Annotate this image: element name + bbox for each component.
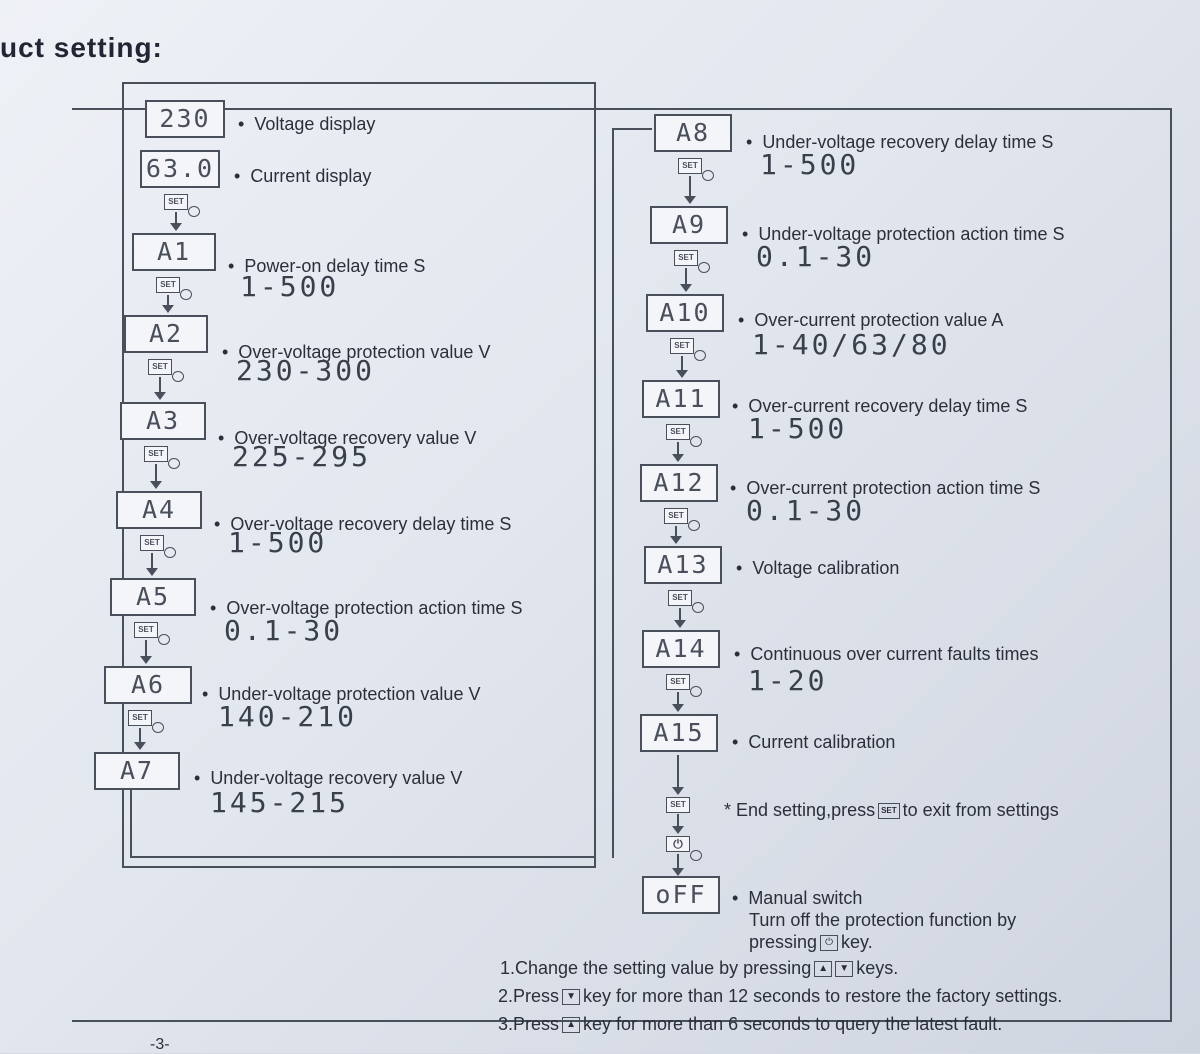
flow-arrow	[167, 295, 169, 311]
press-hand-icon	[690, 686, 702, 697]
set-key-icon: SET	[674, 250, 698, 266]
flow-arrow	[681, 356, 683, 376]
power-icon: ⏻	[820, 935, 838, 951]
left-lcd-a7: A7	[94, 752, 180, 790]
off-line3-suffix: key.	[841, 932, 873, 952]
left-label-a2: • Over-voltage protection value V	[222, 342, 490, 363]
right-lcd-a15: A15	[640, 714, 718, 752]
end-setting-prefix: * End setting,press	[724, 800, 876, 820]
power-key: ⏻	[666, 836, 690, 852]
flow-arrow	[175, 212, 177, 229]
off-label: • Manual switch	[732, 888, 862, 909]
flow-arrow	[677, 854, 679, 874]
set-key-icon: SET	[666, 674, 690, 690]
flow-arrow	[689, 176, 691, 202]
note-3-prefix: 3.Press	[498, 1014, 560, 1034]
right-label-a8: • Under-voltage recovery delay time S	[746, 132, 1053, 153]
left-lcd-a2: A2	[124, 315, 208, 353]
right-label-a11: • Over-current recovery delay time S	[732, 396, 1027, 417]
press-hand-icon	[692, 602, 704, 613]
off-desc-line3	[749, 932, 873, 953]
press-hand-icon	[694, 350, 706, 361]
set-key-icon: SET	[666, 424, 690, 440]
end-setting-suffix: to exit from settings	[902, 800, 1059, 820]
right-lcd-a14: A14	[642, 630, 720, 668]
right-lcd-a8: A8	[654, 114, 732, 152]
lcd-off: oFF	[642, 876, 720, 914]
right-lcd-a13: A13	[644, 546, 722, 584]
press-hand-icon	[698, 262, 710, 273]
note-3-suffix: key for more than 6 seconds to query the latest fault.	[583, 1014, 1003, 1034]
press-hand-icon	[180, 289, 192, 300]
down-key-icon: ▼	[835, 961, 853, 977]
set-key-icon: SET	[128, 710, 152, 726]
press-hand-icon	[152, 722, 164, 733]
press-hand-icon	[690, 436, 702, 447]
left-label-63-0: • Current display	[234, 166, 371, 187]
note-2-prefix: 2.Press	[498, 986, 560, 1006]
press-hand-icon	[172, 371, 184, 382]
up-key-icon: ▲	[562, 1017, 580, 1033]
note-1	[500, 958, 898, 979]
left-label-a5: • Over-voltage protection action time S	[210, 598, 522, 619]
loop-connector-mid	[612, 128, 614, 858]
right-panel	[72, 108, 1172, 1022]
flow-arrow	[151, 553, 153, 574]
set-key-icon: SET	[664, 508, 688, 524]
set-key-icon: SET	[156, 277, 180, 293]
right-range-a11: 1-500	[748, 412, 848, 445]
flow-arrow	[159, 377, 161, 398]
loop-connector-bottom	[130, 856, 594, 858]
page-number: -3-	[150, 1036, 170, 1053]
left-range-a5: 0.1-30	[224, 614, 344, 647]
down-key-icon: ▼	[562, 989, 580, 1005]
flow-arrow	[155, 464, 157, 487]
left-lcd-a5: A5	[110, 578, 196, 616]
loop-connector-left	[130, 788, 132, 858]
set-key-icon: SET	[148, 359, 172, 375]
right-label-a12: • Over-current protection action time S	[730, 478, 1040, 499]
right-label-a13: • Voltage calibration	[736, 558, 899, 579]
press-hand-icon	[168, 458, 180, 469]
left-lcd-a3: A3	[120, 402, 206, 440]
flow-arrow	[675, 526, 677, 542]
off-desc-line2: Turn off the protection function by	[749, 910, 1017, 930]
press-hand-icon	[688, 520, 700, 531]
note-1-suffix: keys.	[856, 958, 899, 978]
flow-arrow	[145, 640, 147, 662]
left-label-a3: • Over-voltage recovery value V	[218, 428, 476, 449]
left-label-a6: • Under-voltage protection value V	[202, 684, 480, 705]
set-key-inline: SET	[878, 803, 900, 819]
press-hand-icon	[702, 170, 714, 181]
flow-arrow	[677, 442, 679, 460]
set-key-icon: SET	[670, 338, 694, 354]
set-key-icon: SET	[134, 622, 158, 638]
set-key-end: SET	[666, 797, 690, 813]
press-hand-icon	[690, 850, 702, 861]
left-range-a7: 145-215	[210, 786, 350, 819]
right-range-a8: 1-500	[760, 148, 860, 181]
right-range-a12: 0.1-30	[746, 494, 866, 527]
right-range-a9: 0.1-30	[756, 240, 876, 273]
flow-arrow	[677, 755, 679, 793]
right-label-a15: • Current calibration	[732, 732, 895, 753]
end-setting-text	[724, 800, 1059, 821]
left-range-a3: 225-295	[232, 440, 372, 473]
set-key-icon: SET	[164, 194, 188, 210]
left-label-a7: • Under-voltage recovery value V	[194, 768, 462, 789]
flow-arrow	[685, 268, 687, 290]
note-1-prefix: 1.Change the setting value by pressing	[500, 958, 812, 978]
loop-connector-top	[612, 128, 652, 130]
flow-arrow	[679, 608, 681, 626]
set-key-icon: SET	[678, 158, 702, 174]
right-label-a10: • Over-current protection value A	[738, 310, 1003, 331]
off-line3-prefix: pressing	[749, 932, 818, 952]
left-lcd-63-0: 63.0	[140, 150, 220, 188]
left-label-a1: • Power-on delay time S	[228, 256, 425, 277]
set-key-icon: SET	[144, 446, 168, 462]
right-lcd-a9: A9	[650, 206, 728, 244]
right-lcd-a10: A10	[646, 294, 724, 332]
left-range-a6: 140-210	[218, 700, 358, 733]
note-2	[498, 986, 1062, 1007]
press-hand-icon	[158, 634, 170, 645]
right-range-a10: 1-40/63/80	[752, 328, 951, 361]
note-3	[498, 1014, 1002, 1035]
left-label-230: • Voltage display	[238, 114, 375, 135]
up-key-icon: ▲	[814, 961, 832, 977]
left-lcd-a1: A1	[132, 233, 216, 271]
right-lcd-a12: A12	[640, 464, 718, 502]
right-lcd-a11: A11	[642, 380, 720, 418]
left-label-a4: • Over-voltage recovery delay time S	[214, 514, 511, 535]
left-lcd-230: 230	[145, 100, 225, 138]
flow-arrow	[677, 692, 679, 710]
left-range-a1: 1-500	[240, 270, 340, 303]
left-range-a2: 230-300	[236, 354, 376, 387]
flow-arrow	[139, 728, 141, 748]
set-key-icon: SET	[140, 535, 164, 551]
right-range-a14: 1-20	[748, 664, 828, 697]
set-key-icon: SET	[668, 590, 692, 606]
left-range-a4: 1-500	[228, 526, 328, 559]
right-label-a14: • Continuous over current faults times	[734, 644, 1038, 665]
flow-arrow	[677, 814, 679, 832]
section-title: uct setting:	[0, 32, 163, 63]
left-lcd-a6: A6	[104, 666, 192, 704]
press-hand-icon	[188, 206, 200, 217]
right-label-a9: • Under-voltage protection action time S	[742, 224, 1064, 245]
note-2-suffix: key for more than 12 seconds to restore the factory settings.	[583, 986, 1063, 1006]
left-lcd-a4: A4	[116, 491, 202, 529]
press-hand-icon	[164, 547, 176, 558]
